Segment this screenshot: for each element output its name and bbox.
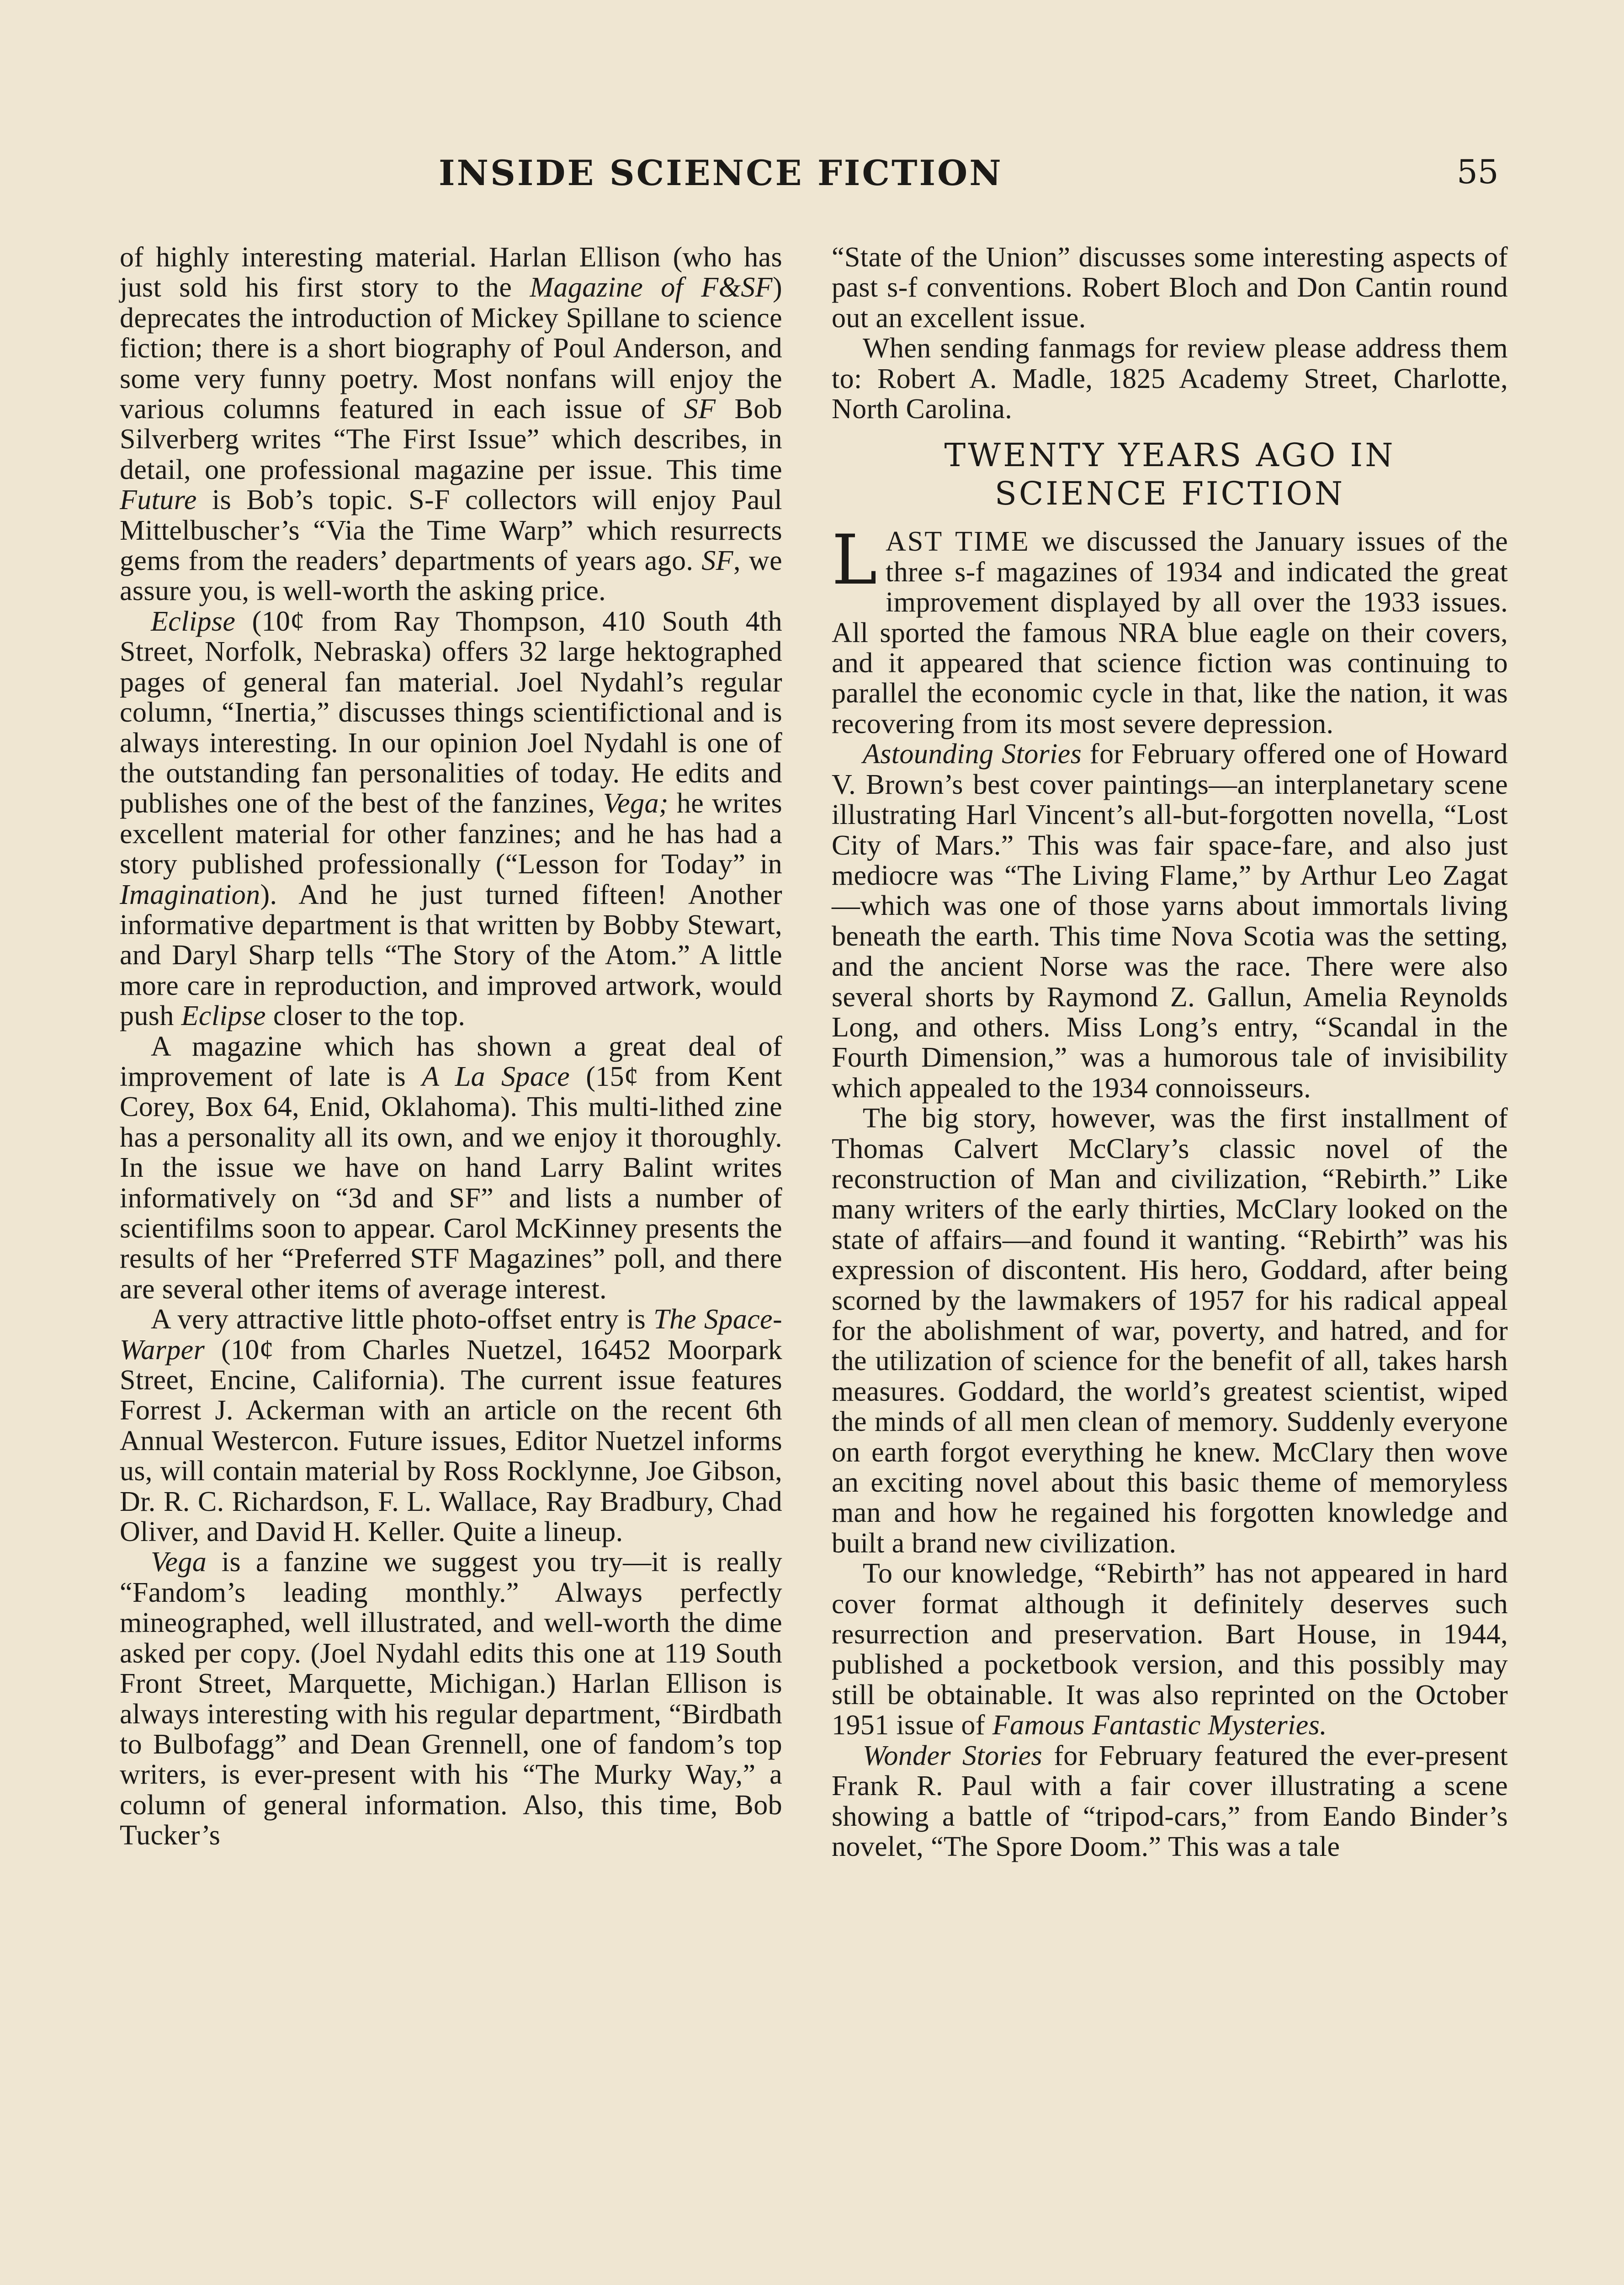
paragraph: “State of the Union” discusses some interesting aspects of past s-f conventions. Robert Bloch and Don Cantin round out an excellent issue. (832, 242, 1508, 334)
article-title (832, 436, 1508, 513)
paragraph-astounding-stories: Astounding Stories for February offered one of Howard V. Brown’s best cover paintings—an interplanetary scene illustrating Harl Vincent’s all-but-forgotten novella, “Lost City of Mars.” This was fair space-fare, and also just mediocre was “The Living Flame,” by Arthur Leo Zagat—which was one of those yarns about immortals living beneath the earth. This time Nova Scotia was the setting, and the ancient Norse was the race. There were also several shorts by Raymond Z. Gallun, Amelia Reynolds Long, and others. Miss Long’s entry, “Scandal in the Fourth Dimension,” was a humorous tale of invisibility which appealed to the 1934 connoisseurs. (832, 739, 1508, 1104)
paragraph-eclipse-review: Eclipse (10¢ from Ray Thompson, 410 South 4th Street, Norfolk, Nebraska) offers 32 large hektographed pages of general fan material. Joel Nydahl’s regular column, “Inertia,” discusses things scientifictional and is always interesting. In our opinion Joel Nydahl is one of the outstanding fan personalities of today. He edits and publishes one of the best of the fanzines, Vega; he writes excellent material for other fanzines; and he has had a story published professionally (“Lesson for Today” in Imagination). And he just turned fifteen! Another informative department is that written by Bobby Stewart, and Daryl Sharp tells “The Story of the Atom.” A little more care in reproduction, and improved artwork, would push Eclipse closer to the top. (120, 606, 782, 1032)
paragraph-opening: LAST TIME we discussed the January issues of the three s-f magazines of 1934 and indicated the great improvement displayed by all over the 1933 issues. All sported the famous NRA blue eagle on their covers, and it appeared that science fiction was continuing to parallel the economic cycle in that, like the nation, it was recovering from its most severe depression. (832, 521, 1508, 739)
paragraph-space-warper-review: A very attractive little photo-offset entry is The Space-Warper (10¢ from Charles Nuetzel, 16452 Moorpark Street, Encine, California). The current issue features Forrest J. Ackerman with an article on the recent 6th Annual Westercon. Future issues, Editor Nuetzel informs us, will contain material by Ross Rocklynne, Joe Gibson, Dr. R. C. Richardson, F. L. Wallace, Ray Bradbury, Chad Oliver, and David H. Keller. Quite a lineup. (120, 1304, 783, 1548)
page-header (0, 153, 1624, 203)
article-title-line: TWENTY YEARS AGO IN (944, 436, 1396, 474)
drop-cap: L (832, 521, 878, 600)
paragraph-a-la-space-review: A magazine which has shown a great deal of improvement of late is A La Space (15¢ from Kent Corey, Box 64, Enid, Oklahoma). This multi-lithed zine has a personality all its own, and we enjoy it thoroughly. In the issue we have on hand Larry Balint writes informatively on “3d and SF” and lists a number of scientifilms soon to appear. Carol McKinney presents the results of her “Preferred STF Magazines” poll, and there are several other items of average interest. (120, 1031, 782, 1305)
paragraph: of highly interesting material. Harlan Ellison (who has just sold his first story to the Magazine of F&SF) deprecates the introduction of Mickey Spillane to science fiction; there is a short biography of Poul Anderson, and some very funny poetry. Most nonfans will enjoy the various columns featured in each issue of SF Bob Silverberg writes “The First Issue” which describes, in detail, one professional magazine per issue. This time Future is Bob’s topic. S-F collectors will enjoy Paul Mittelbuscher’s “Via the Time Warp” which resurrects gems from the readers’ departments of years ago. SF, we assure you, is well-worth the asking price. (120, 242, 782, 607)
paragraph-review-address: When sending fanmags for review please address them to: Robert A. Madle, 1825 Academy Street, Charlotte, North Carolina. (832, 333, 1508, 425)
paragraph-vega-review: Vega is a fanzine we suggest you try—it is really “Fandom’s leading monthly.” Always perfectly mineographed, well illustrated, and well-worth the dime asked per copy. (Joel Nydahl edits this one at 119 South Front Street, Marquette, Michigan.) Harlan Ellison is always interesting with his regular department, “Birdbath to Bulbofagg” and Dean Grennell, one of fandom’s top writers, is ever-present with his “The Murky Way,” a column of general information. Also, this time, Bob Tucker’s (120, 1546, 782, 1851)
paragraph-rebirth-reprint: To our knowledge, “Rebirth” has not appeared in hard cover format although it definitely deserves such resurrection and preservation. Bart House, in 1944, published a pocketbook version, and this possibly may still be obtainable. It was also reprinted on the October 1951 issue of Famous Fantastic Mysteries. (832, 1558, 1508, 1741)
right-column (832, 242, 1508, 1862)
paragraph-wonder-stories: Wonder Stories for February featured the ever-present Frank R. Paul with a fair cover illustrating a scene showing a battle of “tripod-cars,” from Eando Binder’s novelet, “The Spore Doom.” This was a tale (832, 1740, 1508, 1862)
left-column (120, 242, 782, 1851)
page-number: 55 (1457, 153, 1499, 191)
paragraph-rebirth: The big story, however, was the first installment of Thomas Calvert McClary’s classic novel of the reconstruction of Man and civilization, “Rebirth.” Like many writers of the early thirties, McClary looked on the state of affairs—and found it wanting. “Rebirth” was his expression of discontent. His hero, Goddard, after being scorned by the lawmakers of 1957 for his radical appeal for the abolishment of war, poverty, and hatred, and for the utilization of science for the benefit of all, takes harsh measures. Goddard, the world’s greatest scientist, wiped the minds of all men clean of memory. Suddenly everyone on earth forgot everything he knew. McClary then wove an exciting novel about this basic theme of memoryless man and how he regained his forgotten knowledge and built a brand new civilization. (832, 1103, 1508, 1559)
article-title-line: SCIENCE FICTION (994, 475, 1345, 513)
running-title: INSIDE SCIENCE FICTION (439, 153, 1003, 193)
